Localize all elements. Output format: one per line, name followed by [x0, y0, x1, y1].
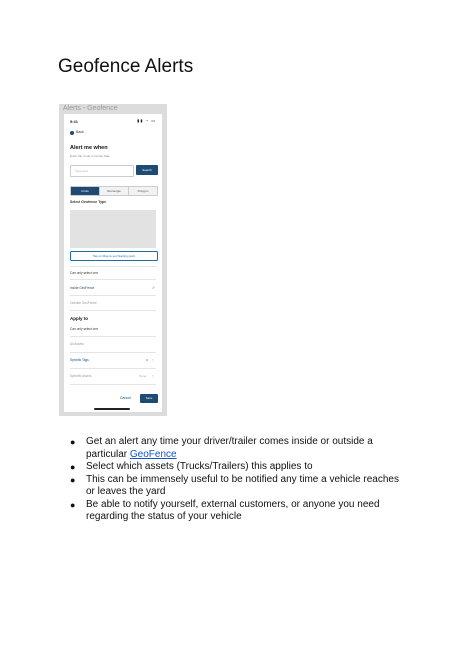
geofence-link[interactable]: GeoFence — [129, 448, 177, 460]
chevron-right-icon: › — [152, 357, 154, 362]
mockup-frame — [59, 104, 167, 416]
feature-list — [70, 436, 410, 524]
phone-screen — [64, 114, 162, 412]
list-item-text: This can be immensely useful to be notified any time a vehicle reaches or leaves the yard — [86, 473, 399, 497]
divider — [70, 336, 156, 337]
tab-circle[interactable]: Circle — [71, 187, 99, 195]
divider — [70, 384, 156, 385]
bullet-icon: ● — [70, 474, 76, 485]
bullet-icon: ● — [70, 499, 76, 510]
alert-heading: Alert me when — [70, 145, 108, 151]
set-start-point-button[interactable]: Tap on Map to set Starting point — [70, 251, 158, 261]
option-all-assets[interactable]: All Assets — [70, 342, 84, 346]
list-item-text: Select which assets (Trucks/Trailers) this applies to — [86, 461, 313, 472]
divider — [70, 368, 156, 369]
bullet-icon: ● — [70, 437, 76, 447]
divider — [70, 266, 156, 267]
option-specific-assets[interactable]: Specific Assets — [70, 374, 92, 378]
status-time: 9:41 — [70, 119, 79, 124]
save-button[interactable]: Save — [140, 394, 158, 403]
list-item-text: Be able to notify yourself, external customers, or anyone you need regarding the status of your vehicle — [86, 498, 380, 522]
divider — [70, 352, 156, 353]
tab-rectangle[interactable]: Rectangle — [99, 187, 128, 195]
apply-to-heading: Apply to — [70, 316, 88, 321]
bullet-icon: ● — [70, 462, 76, 472]
option-outside-geofence[interactable]: Outside GeoFence — [70, 301, 97, 305]
zip-search-input[interactable] — [70, 165, 134, 177]
back-icon[interactable] — [70, 131, 74, 135]
check-icon: ✓ — [152, 285, 156, 290]
list-item-text: Get an alert any time your driver/trailer comes inside or outside a particular — [86, 436, 373, 460]
list-item — [70, 499, 410, 524]
specific-tags-count: 3 — [146, 358, 148, 362]
list-item — [70, 436, 410, 461]
divider — [70, 295, 156, 296]
list-item — [70, 474, 410, 499]
map-area[interactable] — [70, 210, 156, 248]
select-one-hint: Can only select one — [70, 271, 98, 275]
select-one-hint-2: Can only select one — [70, 327, 98, 331]
status-icons: ▮▮ ◔ ▭ — [137, 118, 156, 123]
zip-hint: Enter Zip Code to Center Map — [70, 154, 111, 158]
geofence-type-label: Select Geofence Type — [70, 200, 107, 204]
zip-search-placeholder: Type here — [75, 169, 89, 173]
shape-segmented-control — [70, 186, 158, 196]
search-button[interactable]: Search — [136, 165, 158, 175]
home-indicator — [94, 408, 130, 410]
page-title: Geofence Alerts — [58, 56, 194, 77]
list-item — [70, 461, 410, 474]
specific-assets-value: None — [139, 374, 147, 378]
option-specific-tags[interactable]: Specific Tags — [70, 358, 89, 362]
chevron-right-icon: › — [152, 373, 154, 378]
mockup-frame-title: Alerts - Geofence — [63, 105, 118, 112]
back-button[interactable]: Back — [76, 130, 84, 134]
divider — [70, 310, 156, 311]
tab-polygon[interactable]: Polygon — [128, 187, 157, 195]
divider — [70, 279, 156, 280]
option-inside-geofence[interactable]: Inside GeoFence — [70, 286, 95, 290]
cancel-button[interactable]: Cancel — [120, 396, 131, 400]
